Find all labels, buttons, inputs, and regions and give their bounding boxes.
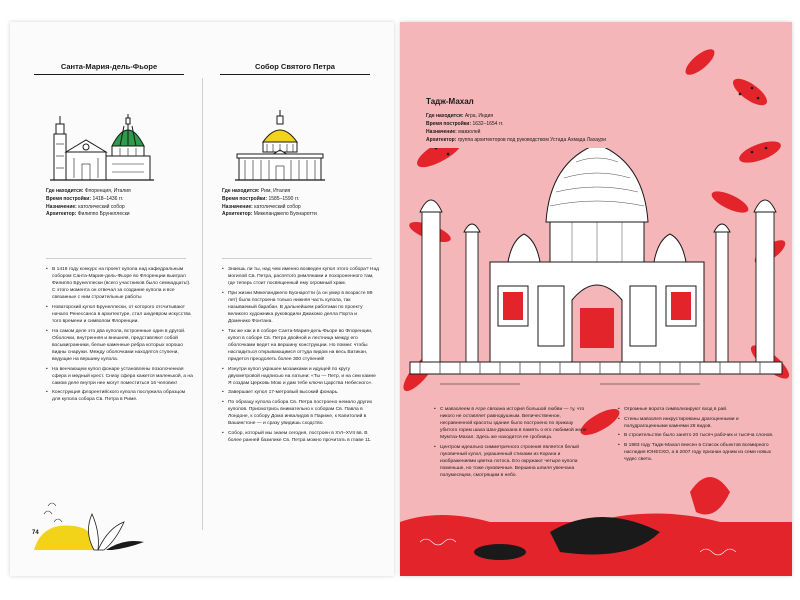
list-item: • По образцу купола собора Св. Петра построено немало других куполов. Присмотрись внимательно к соборам Св. Павла в Лондоне, к собору Дома инвалидов в Париже, к Капитолий в Вашингтоне — и сразу увидишь сходство. <box>228 399 380 427</box>
right-page <box>400 22 792 576</box>
list-item: • Так же как и в соборе Санта-Мария-дель-Фьоре во Флоренции, купол в соборе Св. Петра двойной и лестница между его оболочками ведет на вершину конструкции. Но помни: чтобы насладиться открывающимся оттуда видом на весь Ватикан, придется преодолеть более 300 ступеней! <box>228 328 380 364</box>
list-item: • На венчающем купол фонаре установлены позолоченная сфера и медный крест. Снизу сфера кажется маленькой, а на самом деле внутри нее могут поместиться 16 человек! <box>52 366 194 387</box>
list-item: • В 1983 году Тадж-Махал внесен в Список объектов всемирного наследия ЮНЕСКО, а в 2007 году признан одним из семи новых чудес света. <box>624 442 774 463</box>
list-item: • Конструкция флорентийского купола послужила образцом для купола собора Св. Петра в Риме. <box>52 389 194 403</box>
list-item: • Огромные ворота символизируют вход в рай. <box>624 406 774 413</box>
fact-row: Назначение: католический собор <box>46 203 125 210</box>
santa-maria-title: Санта-Мария-дель-Фьоре <box>34 62 184 75</box>
taj-mahal-title: Тадж-Махал <box>426 97 474 106</box>
fact-row: Архитектор: Филиппо Брунеллески <box>46 211 130 218</box>
list-item: • Новаторский купол Брунеллески, от которого отсчитывают начало Ренессанса в архитектуре, стал шедевром искусства того времени и символом Флоренции. <box>52 304 194 325</box>
fact-row: Архитектор: Микеланджело Буонаротти <box>222 211 317 218</box>
list-item: • Собор, который мы знаем сегодня, построен в XVI–XVII вв. В более ранней базилике Св. Петра можно прочитать в главе 11. <box>228 430 380 444</box>
fact-row: Архитектор: группа архитекторов под руководством Устада Ахмада Лахаури <box>426 136 606 143</box>
fact-row: Назначение: католический собор <box>222 203 301 210</box>
separator <box>46 258 186 259</box>
taj-mahal-bullets-left <box>434 406 590 482</box>
santa-maria-column <box>34 62 184 75</box>
santa-maria-illustration <box>50 114 155 184</box>
page-number: 74 <box>32 530 39 536</box>
fact-row: Назначение: мавзолей <box>426 128 481 135</box>
list-item: • С мавзолеем в Агре связана история большой любви — ту, что никого не оставляет равнодушным. Величественное, несравненной красоты здание было построено по приказу убитого горем шаха Шах-Джахана в память о его любимой жене Мумтаз-Махал. Здесь же находится ее гробница. <box>440 406 590 442</box>
fact-row: Где находится: Флоренция, Италия <box>46 188 131 194</box>
list-item: • В 1418 году конкурс на проект купола над кафедральным собором Санта-Мария-дель-Фьоре во Флоренции выиграл Филиппо Брунеллески (всего участников было семнадцать!). С этого момента он отвечал за создание купола и все связанные с ним строительные работы <box>52 266 194 302</box>
st-peter-illustration <box>235 108 325 184</box>
fact-row: Время постройки: 1585–1590 гг. <box>222 195 300 202</box>
left-page <box>10 22 394 576</box>
column-divider <box>202 78 203 530</box>
list-item: • При жизни Микеланджело Буонаротти (а он умер в возрасте 89 лет) была построена только нижняя часть купола, так называемый барабан. В дальнейшем работами по проекту великого художника руководили Джакомо делла Порта и Доменико Фонтана. <box>228 290 380 326</box>
list-item: • Знаешь ли ты, над чем именно возведен купол этого собора? Над могилой Св. Петра, распятого римлянами и похороненного там, где теперь стоит посвященный ему огромный храм. <box>228 266 380 287</box>
taj-mahal-infobox <box>420 92 652 148</box>
separator <box>222 258 372 259</box>
fact-row: Где находится: Рим, Италия <box>222 188 291 194</box>
st-peter-facts <box>222 188 317 219</box>
taj-mahal-bullets-right <box>618 406 774 465</box>
st-peter-bullets <box>222 266 380 446</box>
list-item: • На самом деле это два купола, встроенные один в другой. Оболочки, внутренняя и внешняя, представляют собой восьмигранники, белые каменные ребра которых хорошо видны снаружи. Между оболочками находятся ступени, ведущие на вершину купола. <box>52 328 194 364</box>
fact-row: Время постройки: 1632–1654 гг. <box>426 120 504 127</box>
fact-row: Время постройки: 1418–1436 гг. <box>46 195 124 202</box>
santa-maria-bullets <box>46 266 194 406</box>
santa-maria-facts <box>46 188 131 219</box>
list-item: • В строительстве было занято 20 тысяч рабочих и тысяча слонов. <box>624 432 774 439</box>
st-peter-title: Собор Святого Петра <box>220 62 370 75</box>
list-item: • Центром идеально симметричного строения является белый луковичный купол, украшенный стихами из Корана и изображениями цветка лотоса. Его окружают четыре купола поменьше, но тоже луковичные. Вершина шпиля увенчана полумесяцем, смотрящим в небо. <box>440 444 590 480</box>
plant-decoration <box>24 492 174 552</box>
st-peter-column <box>220 62 370 75</box>
list-item: • Стены мавзолея инкрустированы драгоценными и полудрагоценными камнями 28 видов. <box>624 416 774 430</box>
fact-row: Где находится: Агра, Индия <box>426 112 494 119</box>
list-item: • Завершает купол 17-метровый высокий фонарь. <box>228 389 380 396</box>
list-item: • Изнутри купол украшен мозаиками и идущей по кругу двухметровой надписью на латыни: «Ты — Петр, и на сем камне Я создам Церковь Мою и дам тебе ключи Царства Небесного». <box>228 366 380 387</box>
